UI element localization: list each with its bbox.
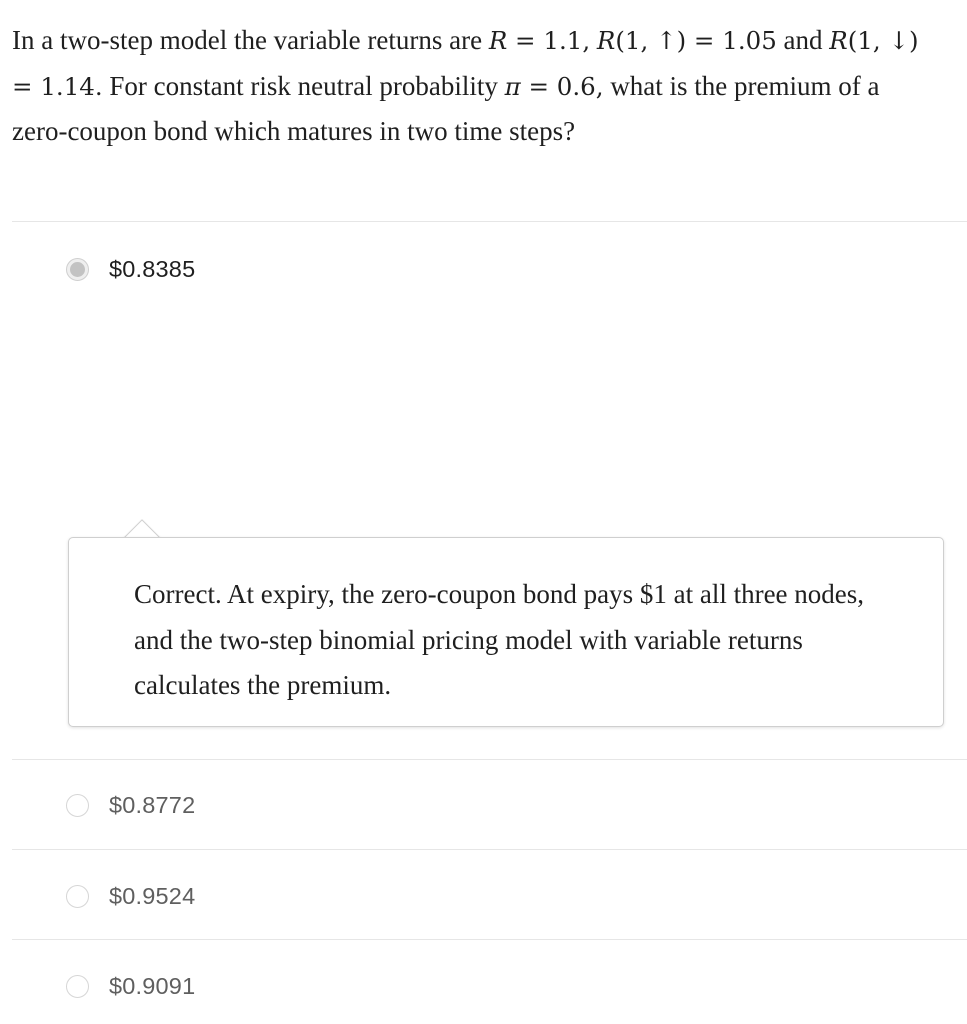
question-part-2: and xyxy=(776,25,823,55)
math-r-down-value: (1, ↓) = 1.14. xyxy=(12,26,919,101)
feedback-pointer xyxy=(122,519,162,539)
radio-dot xyxy=(70,262,85,277)
radio-button-selected[interactable] xyxy=(66,258,89,281)
question-part-1: In a two-step model the variable returns are xyxy=(12,25,489,55)
answer-option-1[interactable] xyxy=(66,254,195,284)
answer-option-4[interactable] xyxy=(66,971,195,1001)
math-r: R xyxy=(488,26,508,55)
answer-option-label: $0.8772 xyxy=(109,791,196,818)
question-text xyxy=(12,18,932,155)
divider xyxy=(12,221,967,222)
divider xyxy=(12,759,967,760)
math-pi: π xyxy=(504,71,521,101)
math-r-value: = 1.1, xyxy=(507,26,591,55)
math-r-up-value: (1, ↑) = 1.05 xyxy=(615,26,777,55)
math-pi-value: = 0.6, xyxy=(520,71,604,101)
answer-option-label: $0.9524 xyxy=(109,882,196,909)
question-part-4: what is the premium of a zero-coupon bond which matures in two time steps? xyxy=(12,70,880,146)
feedback-text: Correct. At expiry, the zero-coupon bond pays $1 at all three nodes, and the two-step binomial pricing model with variable returns calculates the premium. xyxy=(134,579,865,700)
math-r-down: R xyxy=(829,26,848,55)
feedback-box xyxy=(68,537,944,727)
answer-option-3[interactable] xyxy=(66,881,195,911)
radio-button[interactable] xyxy=(66,885,89,908)
divider xyxy=(12,939,967,940)
divider xyxy=(12,849,967,850)
radio-button[interactable] xyxy=(66,975,89,998)
radio-button[interactable] xyxy=(66,794,89,817)
question-part-3: For constant risk neutral probability xyxy=(102,70,505,101)
answer-option-label: $0.9091 xyxy=(109,972,196,999)
answer-option-2[interactable] xyxy=(66,790,195,820)
answer-option-label: $0.8385 xyxy=(109,255,196,282)
math-r-up: R xyxy=(596,26,616,55)
